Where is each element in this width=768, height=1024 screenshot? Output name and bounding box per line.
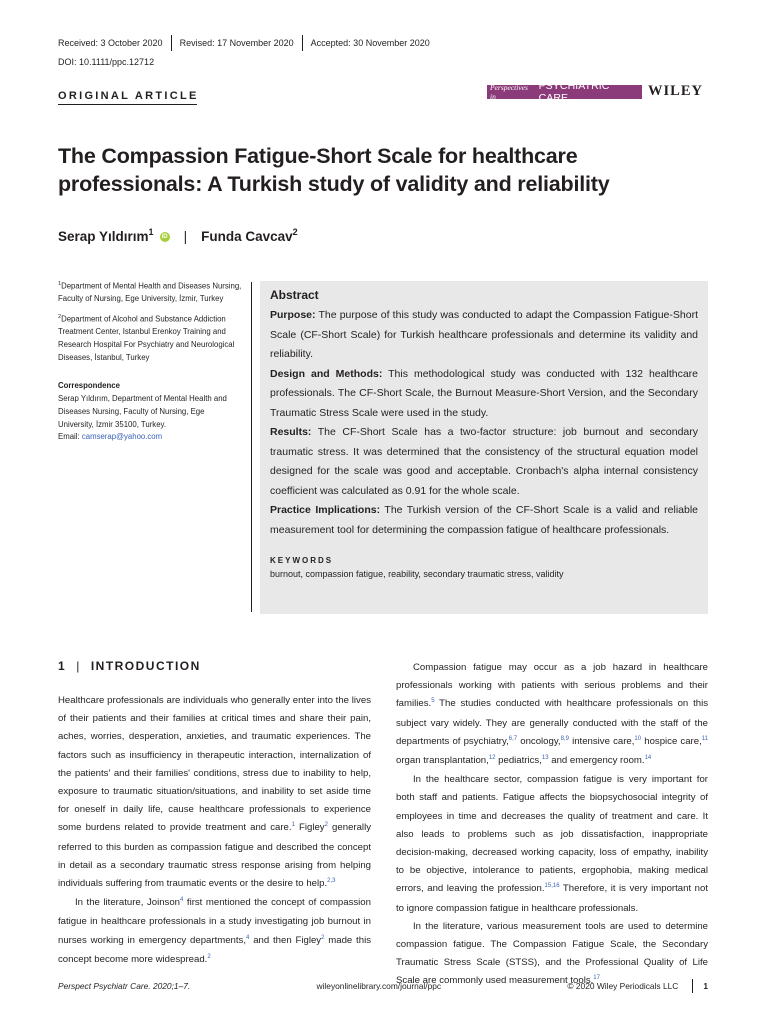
publisher-logo[interactable]: WILEY: [648, 83, 703, 99]
article-title: The Compassion Fatigue-Short Scale for healthcare professionals: A Turkish study of validity and reliability: [58, 144, 610, 196]
accepted-date: Accepted: 30 November 2020: [310, 38, 430, 48]
orcid-icon[interactable]: iD: [161, 233, 168, 240]
abstract-methods: Design and Methods: This methodological study was conducted with 132 healthcare professionals. The CF-Short Scale, the Burnout Measure-Short Version, and the Secondary Traumatic Stress Scale were used in the study.: [270, 367, 699, 419]
body-paragraph: In the healthcare sector, compassion fatigue is very important for both staff and patients. Fatigue affects the biopsychosocial integrity of employees in time and decreases the quality of treatment and care. It also leads to problems such as job dissatisfaction, inappropriate decision-making, decreased working capacity, loss of empathy, inability to be objective, intolerance to patients, ergophobia, making medical errors, and leaving the profession.$^{15,16}$ Therefore, it is very important not to ignore compassion fatigue in healthcare professionals.: [396, 774, 708, 914]
section-heading: [58, 659, 201, 673]
section-title: INTRODUCTION: [90, 659, 201, 673]
footer-right: [567, 979, 708, 993]
reference-link[interactable]: 17: [593, 975, 600, 982]
reference-link[interactable]: 15,16: [544, 883, 560, 890]
body-paragraph: Compassion fatigue may occur as a job hazard in healthcare professionals working with patients with serious problems and their families.$^5$ The studies conducted with healthcare professionals on this subject vary widely. They are generally conducted with the staff of the departments of psychiatry,$^{6,7}$ oncology,$^{8,9}$ intensive care,$^{10}$ hospice care,$^{11}$ organ transplantation,$^{12}$ pediatrics,$^{13}$ and emergency room.$^{14}$: [396, 662, 708, 767]
revised-date: Revised: 17 November 2020: [179, 38, 294, 48]
reference-link[interactable]: 12: [488, 755, 496, 762]
abstract-purpose: Purpose: The purpose of this study was conducted to adapt the Compassion Fatigue-Short Scale (CF-Short Scale) for Turkish healthcare professionals and determine its validity and reliability.: [270, 309, 698, 360]
reference-link[interactable]: 14: [644, 755, 652, 762]
body-column-right: [396, 659, 708, 992]
keywords-heading: KEYWORDS: [270, 556, 334, 565]
correspondence-heading: Correspondence: [58, 381, 120, 391]
journal-logo-main: PSYCHIATRIC CARE: [538, 80, 610, 104]
reference-link[interactable]: 5: [431, 698, 435, 705]
reference-link[interactable]: 10: [634, 735, 642, 742]
author-name[interactable]: Serap Yıldırım: [58, 229, 149, 244]
author-affiliation-mark: 1: [148, 226, 154, 237]
correspondence-text: Serap Yıldırım, Department of Mental Health and Diseases Nursing, Faculty of Nursing, Ege University, İzmir 35100, Turkey. Email: camserap@yahoo.com: [58, 394, 227, 442]
footer-citation: Perspect Psychiatr Care. 2020;1–7.: [58, 981, 191, 991]
reference-link[interactable]: 2: [207, 953, 211, 960]
body-paragraph: Healthcare professionals are individuals who generally enter into the lives of their patients and their families at critical times and share their pain, aches, worries, desperation, anxieties, and traumatic experiences. The factors such as insufficiency in therapeutic interaction, internalization of the patients' and their families' conditions, stress due to inability to help, exposure to traumatic situation/situations, and inability to set aside time for oneself in daily life, cause healthcare professionals to experience some burdens related to provide treatment and care.$^1$ Figley$^2$ generally referred to this burden as compassion fatigue and described the concept in detail as a secondary traumatic stress response arising from helping individuals suffering from traumatic events or the desire to help.$^{2,3}$: [58, 695, 371, 890]
abstract-results: Results: The CF-Short Scale has a two-factor structure: job burnout and secondary traumatic stress. It was determined that the consistency of the structural equation model designed for the scale was good and acceptable. Cronbach's alpha internal consistency coefficient was calculated as 0.91 for the whole scale.: [270, 426, 698, 497]
reference-link[interactable]: 1: [291, 822, 295, 829]
footer-divider: [692, 979, 693, 993]
keywords: burnout, compassion fatigue, reability, secondary traumatic stress, validity: [270, 569, 564, 579]
article-type-rule: [58, 104, 197, 105]
section-separator: |: [76, 659, 81, 673]
author-separator: |: [183, 229, 188, 244]
page-number: 1: [703, 981, 708, 991]
affiliation: $^2$Department of Alcohol and Substance Addiction Treatment Center, Istanbul Erenkoy Training and Research Hospital For Psychiatry and Neurological Diseases, İstanbul, Turkey: [58, 314, 235, 362]
author-name[interactable]: Funda Cavcav: [201, 229, 293, 244]
section-number: 1: [58, 659, 67, 673]
affiliation: $^1$Department of Mental Health and Diseases Nursing, Faculty of Nursing, Ege University, İzmir, Turkey: [58, 281, 242, 304]
body-paragraph: In the literature, Joinson$^4$ first mentioned the concept of compassion fatigue in healthcare professionals in a study investigating job burnout in nurses working in emergency departments,$^4$ and then Figley$^2$ made this concept become more widespread.$^2$: [58, 897, 371, 965]
journal-logo[interactable]: [487, 80, 642, 104]
footer-copyright: © 2020 Wiley Periodicals LLC: [567, 981, 679, 991]
email-link[interactable]: camserap@yahoo.com: [81, 432, 163, 442]
abstract-box: [260, 281, 708, 614]
footer-url[interactable]: wileyonlinelibrary.com/journal/ppc: [316, 981, 442, 991]
abstract-body: [270, 306, 698, 540]
reference-link[interactable]: 2,3: [327, 878, 336, 885]
doi[interactable]: DOI: 10.1111/ppc.12712: [58, 57, 155, 67]
email-label: Email:: [58, 432, 80, 442]
reference-link[interactable]: 13: [541, 755, 549, 762]
reference-link[interactable]: 4: [180, 897, 184, 904]
author-list: [58, 226, 298, 244]
page-footer: [58, 979, 708, 993]
reference-link[interactable]: 11: [701, 735, 708, 742]
author-affiliation-mark: 2: [292, 226, 298, 237]
abstract-implications: Practice Implications: The Turkish version of the CF-Short Scale is a valid and reliable measurement tool for determining the compassion fatigue of healthcare professionals.: [270, 504, 698, 536]
reference-link[interactable]: 2: [324, 822, 328, 829]
journal-logo-prefix: Perspectives in: [490, 83, 528, 101]
body-paragraph: In the literature, various measurement tools are used to determine compassion fatigue. The Compassion Fatigue Scale, the Secondary Traumatic Stress Scale (STSS), and the Professional Quality of Life Scale are commonly used measurement tools.$^{17}$: [396, 920, 708, 987]
received-date: Received: 3 October 2020: [58, 38, 163, 48]
affiliations-column: [58, 278, 242, 449]
reference-link[interactable]: 8,9: [560, 735, 569, 742]
article-type: ORIGINAL ARTICLE: [58, 90, 199, 102]
reference-link[interactable]: 6,7: [508, 735, 518, 742]
column-divider: [251, 282, 252, 612]
abstract-heading: Abstract: [270, 288, 319, 302]
reference-link[interactable]: 2: [321, 934, 325, 941]
reference-link[interactable]: 4: [246, 934, 250, 941]
body-column-left: [58, 692, 371, 970]
publication-dates: [58, 38, 438, 51]
